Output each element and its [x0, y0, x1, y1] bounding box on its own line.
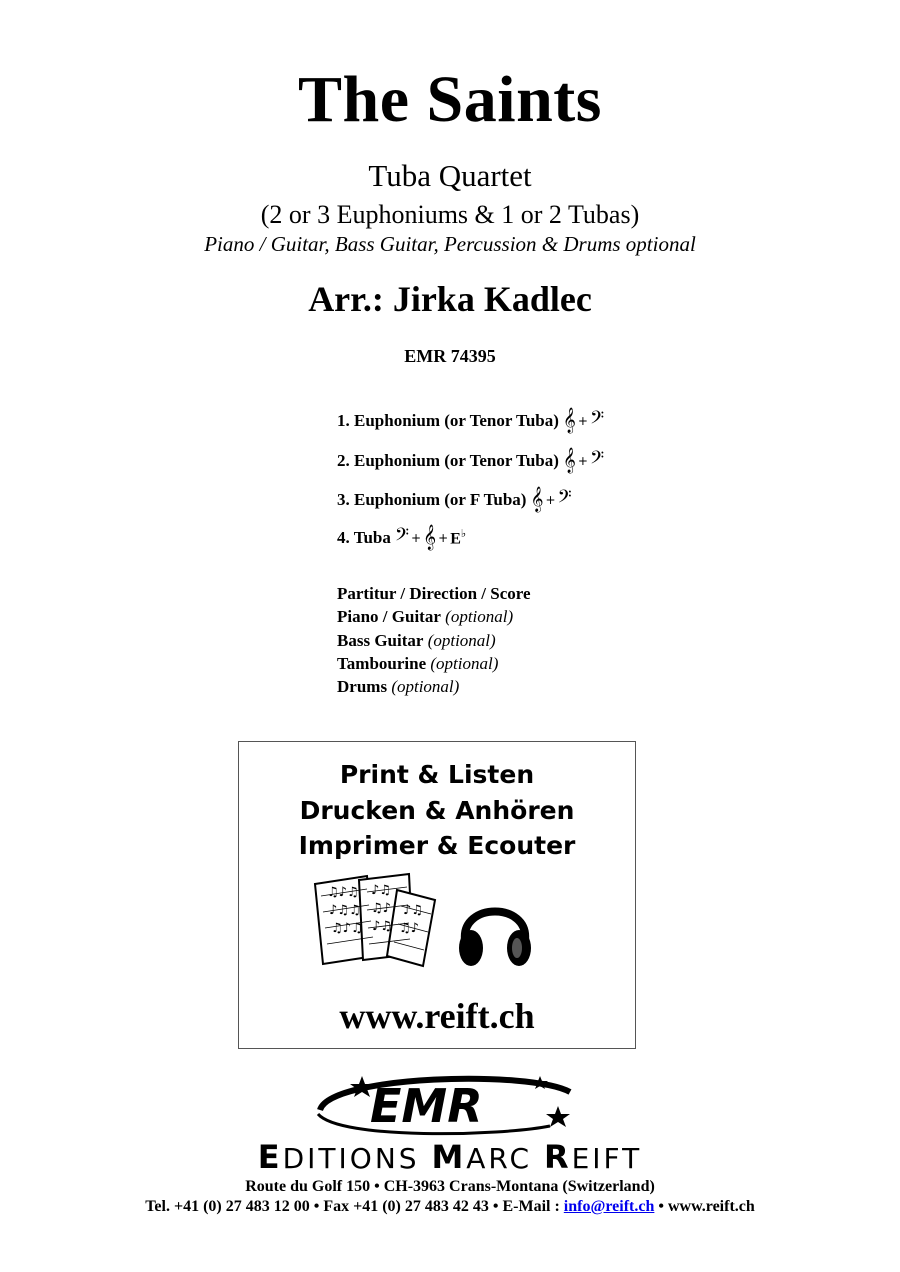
bass-clef-icon: 𝄢 [589, 408, 605, 433]
treble-clef-icon: 𝄞 [562, 408, 576, 433]
publisher-contact: Tel. +41 (0) 27 483 12 00 • Fax +41 (0) 27 483 42 43 • E-Mail : info@reift.ch • www.reift.ch [145, 1198, 755, 1215]
page-title: The Saints [298, 63, 602, 136]
treble-clef-icon: 𝄞 [530, 487, 544, 512]
extra-part: Tambourine (optional) [337, 654, 499, 673]
catalog-number: EMR 74395 [404, 346, 496, 366]
sheet-music-icon [309, 870, 444, 970]
svg-text:♪♫: ♪♫ [403, 903, 423, 918]
plus-sign: + [577, 454, 588, 468]
clef-group [530, 489, 571, 511]
part-4 [337, 527, 466, 549]
plus-sign: + [545, 493, 556, 507]
plus-sign: + [411, 531, 422, 545]
arranger: Arr.: Jirka Kadlec [308, 279, 592, 319]
svg-text:♪♫: ♪♫ [372, 919, 392, 934]
bass-clef-icon: 𝄢 [557, 487, 572, 512]
instrumentation: (2 or 3 Euphoniums & 1 or 2 Tubas) [260, 200, 640, 229]
promo-line-fr: Imprimer & Ecouter [298, 831, 576, 860]
part-label: 2. Euphonium (or Tenor Tuba) [337, 451, 559, 470]
publisher-name: EDITIONS MARC REIFT [257, 1138, 643, 1176]
promo-line-en: Print & Listen [339, 760, 535, 789]
svg-text:♫♪♫: ♫♪♫ [327, 885, 359, 900]
treble-clef-icon: 𝄞 [562, 448, 576, 473]
svg-text:♫♪: ♫♪ [399, 921, 419, 936]
svg-text:♫♪♫: ♫♪♫ [331, 921, 363, 936]
extra-part: Bass Guitar (optional) [337, 631, 496, 650]
plus-sign: + [438, 531, 449, 545]
clef-group [395, 527, 466, 549]
part-label: 1. Euphonium (or Tenor Tuba) [337, 411, 559, 430]
part-3 [337, 489, 572, 511]
subtitle: Tuba Quartet [368, 158, 532, 193]
email-link[interactable]: info@reift.ch [563, 1198, 655, 1215]
promo-url: www.reift.ch [339, 996, 535, 1036]
clef-group [563, 450, 604, 472]
emr-logo [300, 1070, 590, 1140]
publisher-address: Route du Golf 150 • CH-3963 Crans-Montana (Switzerland) [245, 1178, 655, 1195]
headphones-icon [455, 892, 535, 972]
svg-text:♪♫: ♪♫ [371, 883, 391, 898]
plus-sign: + [577, 414, 588, 428]
bass-clef-icon: 𝄢 [589, 448, 605, 473]
extra-part: Piano / Guitar (optional) [337, 607, 514, 626]
extra-part: Drums (optional) [337, 677, 460, 696]
svg-text:♫♪: ♫♪ [371, 901, 391, 916]
part-1 [337, 410, 604, 432]
part-label: 3. Euphonium (or F Tuba) [337, 490, 527, 509]
treble-clef-icon: 𝄞 [423, 525, 437, 550]
optional-instruments-line: Piano / Guitar, Bass Guitar, Percussion & Drums optional [204, 232, 696, 256]
extra-part: Partitur / Direction / Score [337, 584, 531, 603]
svg-text:♪♫♫: ♪♫♫ [329, 903, 361, 918]
bass-clef-icon: 𝄢 [394, 525, 410, 550]
flat-sign: ♭ [460, 528, 467, 541]
clef-group [563, 410, 604, 432]
part-2 [337, 450, 604, 472]
logo-text: EMR [370, 1079, 483, 1133]
eb-key: E♭ [450, 528, 467, 548]
part-label: 4. Tuba [337, 528, 391, 547]
print-listen-box [238, 741, 636, 1049]
promo-line-de: Drucken & Anhören [299, 796, 575, 825]
